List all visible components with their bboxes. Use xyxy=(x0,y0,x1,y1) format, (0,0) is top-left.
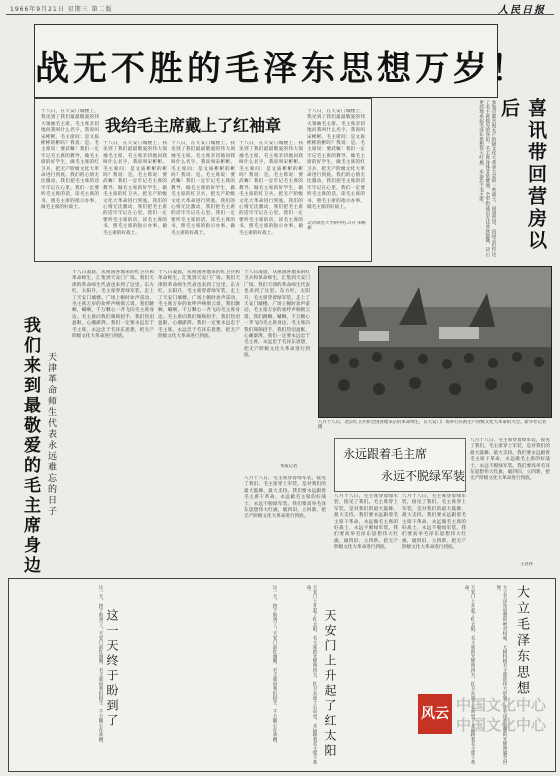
article-tianjin-headline: 我们来到最敬爱的毛主席身边 xyxy=(20,316,40,576)
article-red-armband-byline: 北京师范大学附中红卫兵 宋彬彬 xyxy=(307,221,366,232)
poem3-title: 大立毛泽东思想 xyxy=(514,585,529,697)
article-red-armband-headline: 我给毛主席戴上了红袖章 xyxy=(105,116,282,135)
rally-photo-image xyxy=(319,267,551,417)
poem2-text-left: 天安门上升起了红太阳，毛主席的光辉照四方，红卫兵战士心向党，永远跟着毛主席干革命。 xyxy=(305,585,317,765)
watermark-line-1: 中国文化中心 xyxy=(456,696,547,714)
bottom-poems-section xyxy=(8,578,556,772)
red-stamp: 风云 xyxy=(418,694,452,734)
poem1-text-right: 这一天，终于盼到了！天安门前红旗飘，毛主席向我们招手，千万颗心在欢跳。 xyxy=(272,585,277,746)
poem3-text: 大立毛泽东思想的绝对权威，大树特树毛主席的伟大形象，让毛泽东思想的光辉照遍全世界。 xyxy=(495,585,507,765)
article-tianjin-byline: 本报记者 xyxy=(280,464,298,469)
article-green-uniform-byline: 王君祥 xyxy=(520,562,534,567)
article-green-uniform-col-2: 八月十八日，毛主席穿着绿军装，接见了我们。毛主席穿上军装，是对我们的最大鼓舞、最大支持。我们要永远跟着毛主席干革命，永远做毛主席的好战士，永远不脱绿军装。我们要高举毛泽东思想伟大红旗，破四旧，立四新，把无产阶级文化大革命进行到底。 xyxy=(334,494,398,551)
article-green-uniform-headline-1: 永远跟着毛主席 xyxy=(343,447,428,461)
article-red-armband-col-1: 十八日，在天安门城楼上，我见到了我们最最敬爱的伟大领袖毛主席。毛主席亲切地问我叫什么名字，我说叫宋彬彬。毛主席问：是文质彬彬的彬吗？我说：是。毛主席说：要武嘛！我们一定牢记毛主席的教导，做毛主席的好学生，做毛主席的红卫兵，把无产阶级文化大革命进行到底。我们的心情无比激动，我们把毛主席的话牢牢记在心里。我们一定要听毛主席的话，读毛主席的书，照毛主席的指示办事，做毛主席的好战士。 xyxy=(41,109,99,211)
article-tianjin-col-1: 十八日凌晨，从祖国各地来的红卫兵和革命师生，汇集到天安门广场。我们天津的革命师生代表也来到了这里。东方红，太阳升，毛主席穿着绿军装，走上了天安门城楼。广场上顿时欢声雷动，毛主席万岁的欢呼声响彻云霄。我们跳啊，喊啊，千万颗心一齐飞向毛主席身边。毛主席向我们频频招手，我们热泪盈眶，心潮澎湃。我们一定要永远忠于毛主席，永远忠于毛泽东思想，把无产阶级文化大革命进行到底。 xyxy=(72,270,154,340)
article-green-uniform-col-3: 八月十八日，毛主席穿着绿军装，接见了我们。毛主席穿上军装，是对我们的最大鼓舞、最大支持。我们要永远跟着毛主席干革命，永远做毛主席的好战士，永远不脱绿军装。我们要高举毛泽东思想伟大红旗，破四旧，立四新，把无产阶级文化大革命进行到底。 xyxy=(402,494,466,551)
poem1-title: 这一天终于盼到了 xyxy=(105,609,119,729)
watermark-line-2: 中国文化中心 xyxy=(456,716,547,734)
banner-title: 战无不胜的毛泽东思想万岁！ xyxy=(35,49,529,89)
date-line: 1966年9月21日 星期三 第二版 xyxy=(10,6,113,13)
poem1-text-left: 这一天，终于盼到了！天安门前红旗飘，毛主席向我们招手，千万颗心在欢跳。 xyxy=(98,585,103,746)
rally-photo-caption: 八月十八日，北京红卫兵和全国各地来京的革命师生，在天安门广场举行庆祝无产阶级文化大革命的大会。新华社记者摄 xyxy=(318,420,547,431)
rally-photo xyxy=(318,266,552,418)
side-headline: 喜讯带回营房以后 xyxy=(498,98,547,252)
page-header xyxy=(6,2,554,15)
poem2-title: 天安门上升起了红太阳 xyxy=(323,609,337,759)
article-red-armband-col-4: 十八日，在天安门城楼上，我见到了我们最最敬爱的伟大领袖毛主席。毛主席亲切地问我叫什么名字，我说叫宋彬彬。毛主席问：是文质彬彬的彬吗？我说：是。毛主席说：要武嘛！我们一定牢记毛主席的教导，做毛主席的好学生，做毛主席的红卫兵，把无产阶级文化大革命进行到底。我们的心情无比激动，我们把毛主席的话牢牢记在心里。我们一定要听毛主席的话，读毛主席的书，照毛主席的指示办事，做毛主席的好战士。 xyxy=(239,141,303,236)
article-red-armband-col-5: 十八日，在天安门城楼上，我见到了我们最最敬爱的伟大领袖毛主席。毛主席亲切地问我叫什么名字，我说叫宋彬彬。毛主席问：是文质彬彬的彬吗？我说：是。毛主席说：要武嘛！我们一定牢记毛主席的教导，做毛主席的好学生，做毛主席的红卫兵，把无产阶级文化大革命进行到底。我们的心情无比激动，我们把毛主席的话牢牢记在心里。我们一定要听毛主席的话，读毛主席的书，照毛主席的指示办事，做毛主席的好战士。 xyxy=(307,109,365,211)
side-vertical-text: 参加首都庆祝无产阶级文化大革命大会的一些战士，回到营房，向同志们传达了毛主席接见的喜讯。毛主席身体非常健康，全军指战员无比欢欣鼓舞，决心更高地举起毛泽东思想伟大红旗，永远忠于毛主席。 xyxy=(478,100,496,257)
article-tianjin-col-3: 十八日凌晨，从祖国各地来的红卫兵和革命师生，汇集到天安门广场。我们天津的革命师生代表也来到了这里。东方红，太阳升，毛主席穿着绿军装，走上了天安门城楼。广场上顿时欢声雷动，毛主席万岁的欢呼声响彻云霄。我们跳啊，喊啊，千万颗心一齐飞向毛主席身边。毛主席向我们频频招手，我们热泪盈眶，心潮澎湃。我们一定要永远忠于毛主席，永远忠于毛泽东思想，把无产阶级文化大革命进行到底。 xyxy=(244,270,310,359)
article-green-uniform-headline-2: 永远不脱绿军装 xyxy=(381,469,466,483)
poem2-text-right: 天安门上升起了红太阳，毛主席的光辉照四方，红卫兵战士心向党，永远跟着毛主席干革命。 xyxy=(463,585,475,765)
article-green-uniform-headline-box xyxy=(334,438,466,492)
article-green-uniform-col-4: 八月十八日，毛主席穿着绿军装，接见了我们。毛主席穿上军装，是对我们的最大鼓舞、最大支持。我们要永远跟着毛主席干革命，永远做毛主席的好战士，永远不脱绿军装。我们要高举毛泽东思想伟大红旗，破四旧，立四新，把无产阶级文化大革命进行到底。 xyxy=(470,438,550,482)
article-red-armband xyxy=(34,98,372,262)
article-tianjin-subhead: 天津革命师生代表永远难忘的日子 xyxy=(46,352,56,517)
article-tianjin-col-2: 十八日凌晨，从祖国各地来的红卫兵和革命师生，汇集到天安门广场。我们天津的革命师生代表也来到了这里。东方红，太阳升，毛主席穿着绿军装，走上了天安门城楼。广场上顿时欢声雷动，毛主席万岁的欢呼声响彻云霄。我们跳啊，喊啊，千万颗心一齐飞向毛主席身边。毛主席向我们频频招手，我们热泪盈眶，心潮澎湃。我们一定要永远忠于毛主席，永远忠于毛泽东思想，把无产阶级文化大革命进行到底。 xyxy=(158,270,240,340)
banner xyxy=(34,24,529,98)
article-green-uniform-col-1: 八月十八日，毛主席穿着绿军装，接见了我们。毛主席穿上军装，是对我们的最大鼓舞、最大支持。我们要永远跟着毛主席干革命，永远做毛主席的好战士，永远不脱绿军装。我们要高举毛泽东思想伟大红旗，破四旧，立四新，把无产阶级文化大革命进行到底。 xyxy=(244,476,326,520)
article-red-armband-col-2: 十八日，在天安门城楼上，我见到了我们最最敬爱的伟大领袖毛主席。毛主席亲切地问我叫什么名字，我说叫宋彬彬。毛主席问：是文质彬彬的彬吗？我说：是。毛主席说：要武嘛！我们一定牢记毛主席的教导，做毛主席的好学生，做毛主席的红卫兵，把无产阶级文化大革命进行到底。我们的心情无比激动，我们把毛主席的话牢牢记在心里。我们一定要听毛主席的话，读毛主席的书，照毛主席的指示办事，做毛主席的好战士。 xyxy=(103,141,167,236)
article-red-armband-col-3: 十八日，在天安门城楼上，我见到了我们最最敬爱的伟大领袖毛主席。毛主席亲切地问我叫什么名字，我说叫宋彬彬。毛主席问：是文质彬彬的彬吗？我说：是。毛主席说：要武嘛！我们一定牢记毛主席的教导，做毛主席的好学生，做毛主席的红卫兵，把无产阶级文化大革命进行到底。我们的心情无比激动，我们把毛主席的话牢牢记在心里。我们一定要听毛主席的话，读毛主席的书，照毛主席的指示办事，做毛主席的好战士。 xyxy=(171,141,235,236)
masthead-logo: 人民日报 xyxy=(498,5,546,16)
